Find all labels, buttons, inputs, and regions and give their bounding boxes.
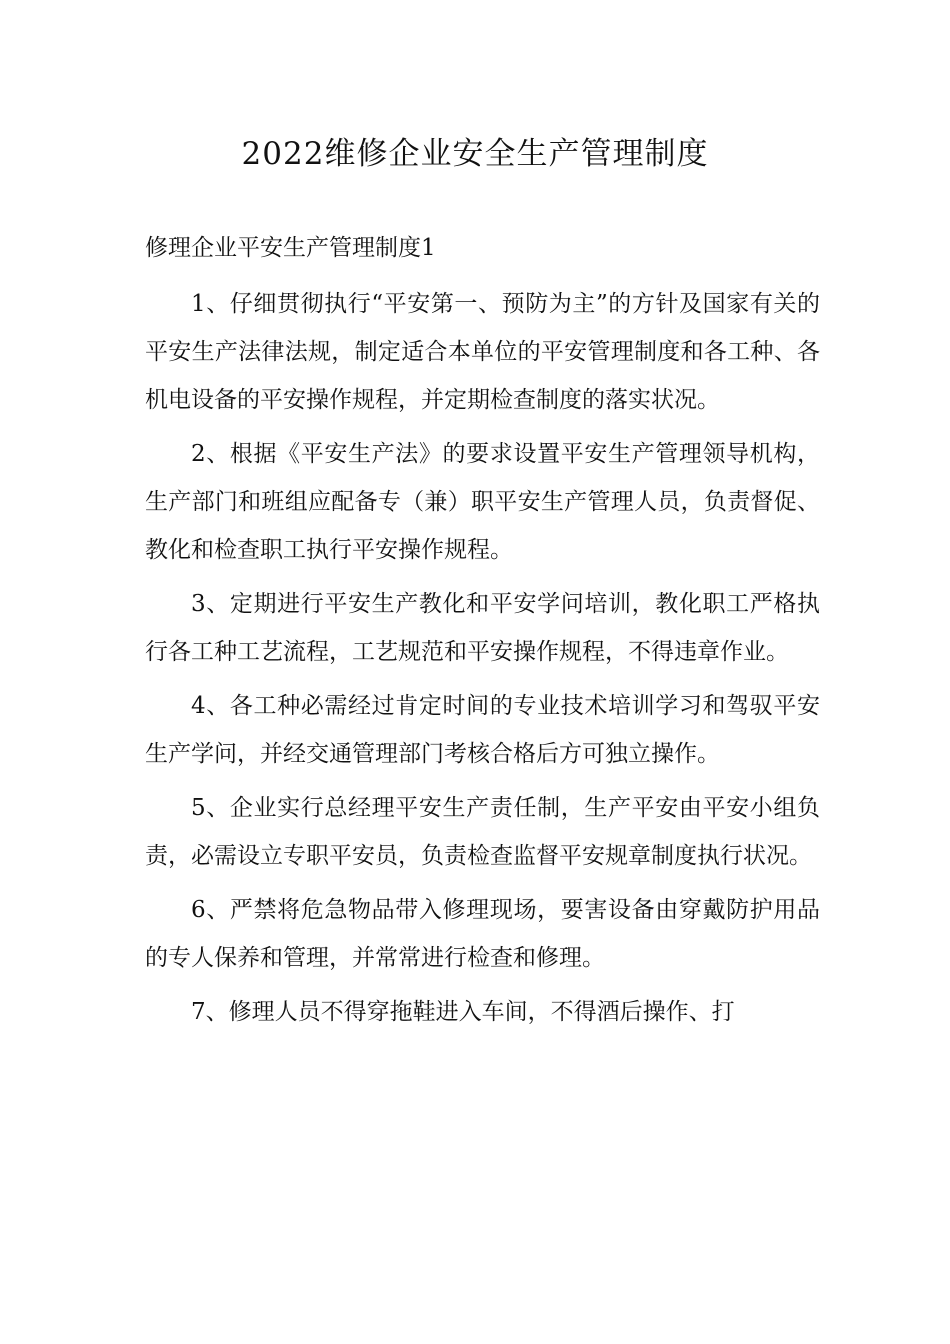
paragraph-5: 5、企业实行总经理平安生产责任制，生产平安由平安小组负责，必需设立专职平安员，负责检查监督平安规章制度执行状况。 [145,795,820,869]
paragraph-4: 4、各工种必需经过肯定时间的专业技术培训学习和驾驭平安生产学问，并经交通管理部门考核合格后方可独立操作。 [145,693,820,767]
paragraph-2: 2、根据《平安生产法》的要求设置平安生产管理领导机构，生产部门和班组应配备专（兼）职平安生产管理人员，负责督促、教化和检查职工执行平安操作规程。 [145,441,820,563]
document-title: 2022维修企业安全生产管理制度 [241,136,709,172]
section-heading: 修理企业平安生产管理制度1 [145,235,436,261]
document-body [145,280,820,1042]
paragraph-6: 6、严禁将危急物品带入修理现场，要害设备由穿戴防护用品的专人保养和管理，并常常进行检查和修理。 [145,897,820,971]
paragraph-3: 3、定期进行平安生产教化和平安学问培训，教化职工严格执行各工种工艺流程，工艺规范和平安操作规程，不得违章作业。 [145,591,820,665]
paragraph-1: 1、仔细贯彻执行“平安第一、预防为主”的方针及国家有关的平安生产法律法规，制定适合本单位的平安管理制度和各工种、各机电设备的平安操作规程，并定期检查制度的落实状况。 [145,291,820,413]
paragraph-7: 7、修理人员不得穿拖鞋进入车间，不得酒后操作、打 [191,999,735,1025]
